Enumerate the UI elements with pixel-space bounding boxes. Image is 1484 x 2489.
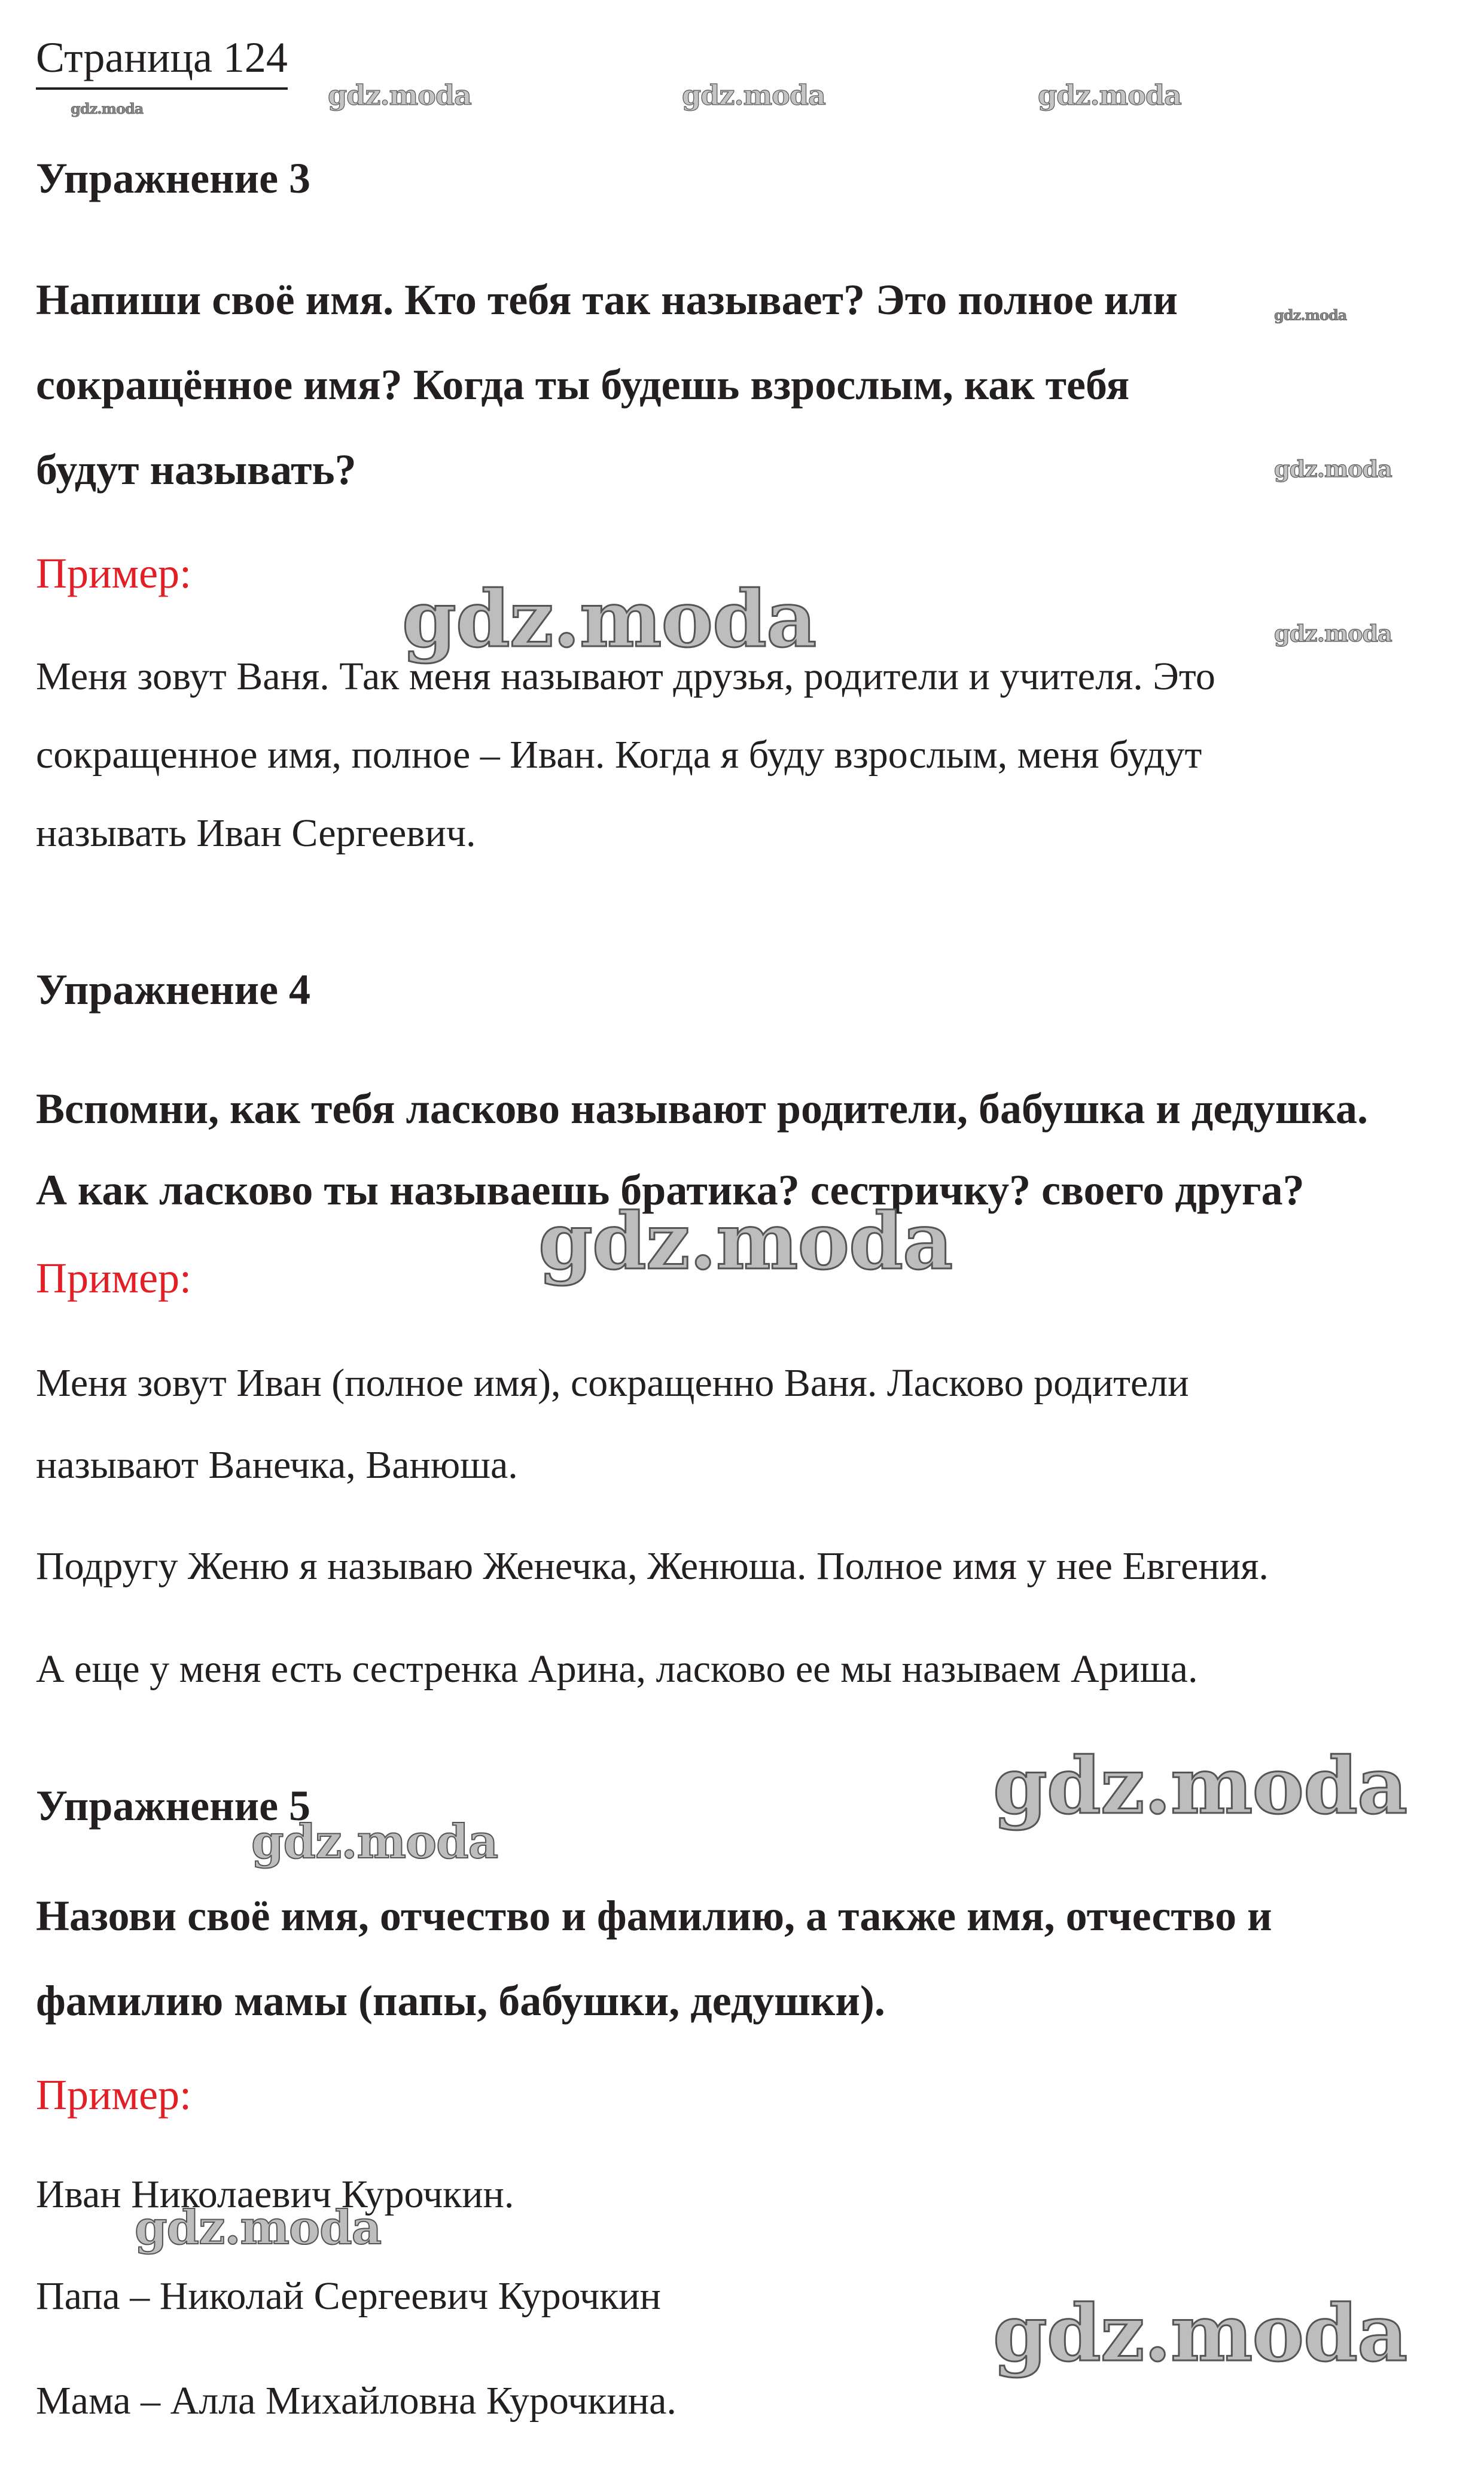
watermark: gdz.moda (1274, 455, 1392, 482)
task-line: Вспомни, как тебя ласково называют родители, бабушка и дедушка. (36, 1085, 1368, 1133)
exercise-4-title: Упражнение 4 (36, 966, 311, 1014)
answer-line: Иван Николаевич Курочкин. (36, 2172, 514, 2216)
task-line: фамилию мамы (папы, бабушки, дедушки). (36, 1977, 885, 2025)
answer-line: называть Иван Сергеевич. (36, 811, 476, 855)
watermark: gdz.moda (328, 79, 471, 111)
exercise-4-example-label: Пример: (36, 1254, 192, 1302)
exercise-3-answer (36, 637, 1215, 872)
answer-line: А еще у меня есть сестренка Арина, ласково ее мы называем Ариша. (36, 1647, 1198, 1691)
task-line: Напиши своё имя. Кто тебя так называет? Это полное или (36, 276, 1178, 324)
exercise-3-title: Упражнение 3 (36, 154, 311, 202)
exercise-5-title: Упражнение 5 (36, 1782, 311, 1830)
answer-line: Мама – Алла Михайловна Курочкина. (36, 2379, 677, 2423)
answer-line: сокращенное имя, полное – Иван. Когда я буду взрослым, меня будут (36, 733, 1202, 777)
task-line: А как ласково ты называешь братика? сестричку? своего друга? (36, 1166, 1305, 1214)
answer-line: Меня зовут Иван (полное имя), сокращенно Ваня. Ласково родители (36, 1361, 1189, 1405)
watermark: gdz.moda (993, 1740, 1407, 1831)
watermark: gdz.moda (538, 1195, 953, 1287)
exercise-3-task (36, 257, 1178, 512)
watermark: gdz.moda (71, 100, 144, 117)
exercise-5-example-label: Пример: (36, 2071, 192, 2119)
watermark: gdz.moda (682, 79, 825, 111)
exercise-5-task (36, 1873, 1272, 2043)
answer-line: Папа – Николай Сергеевич Курочкин (36, 2274, 661, 2318)
answer-line: Меня зовут Ваня. Так меня называют друзья, родители и учителя. Это (36, 655, 1215, 698)
exercise-4-answer-1 (36, 1342, 1189, 1506)
exercise-3-example-label: Пример: (36, 549, 192, 597)
watermark: gdz.moda (1038, 79, 1181, 111)
page-number: Страница 124 (36, 36, 288, 90)
watermark: gdz.moda (993, 2287, 1407, 2379)
watermark: gdz.moda (1274, 620, 1392, 647)
task-line: Назови своё имя, отчество и фамилию, а также имя, отчество и (36, 1892, 1272, 1940)
watermark: gdz.moda (402, 573, 816, 665)
watermark: gdz.moda (135, 2201, 382, 2255)
task-line: будут называть? (36, 446, 356, 494)
watermark: gdz.moda (251, 1815, 498, 1869)
watermark: gdz.moda (1274, 306, 1347, 324)
answer-line: называют Ванечка, Ванюша. (36, 1443, 518, 1487)
answer-line: Подругу Женю я называю Женечка, Женюша. Полное имя у нее Евгения. (36, 1544, 1269, 1588)
task-line: сокращённое имя? Когда ты будешь взрослым, как тебя (36, 361, 1130, 409)
